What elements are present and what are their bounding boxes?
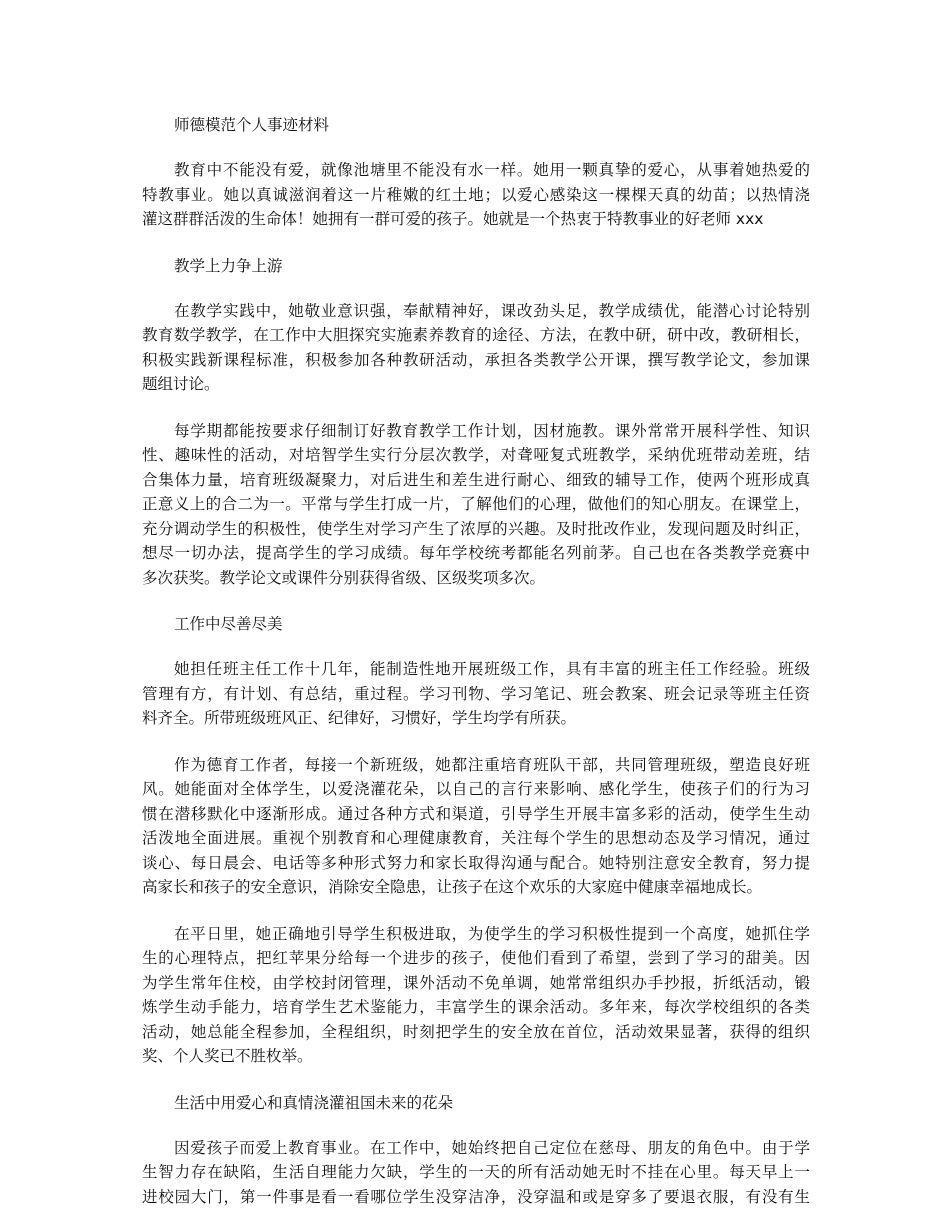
- text-line: 高家长和孩子的安全意识，消除安全隐患，让孩子在这个欢乐的大家庭中健康幸福地成长。: [142, 878, 763, 896]
- work-paragraph-3: [142, 922, 810, 1069]
- text-line: 在教学实践中，她敬业意识强，奉献精神好，课改劲头足，教学成绩优，能潜心讨论特别: [174, 301, 810, 320]
- teaching-paragraph-1: [142, 299, 810, 397]
- text-line: 题组讨论。: [142, 375, 220, 393]
- document-title: 师德模范个人事迹材料: [174, 116, 330, 134]
- text-line: 在平日里，她正确地引导学生积极进取，为使学生的学习积极性提到一个高度，她抓住学: [174, 924, 810, 943]
- text-line: 正意义上的合二为一。平常与学生打成一片，了解他们的心理，做他们的知心朋友。在课堂上，: [142, 495, 810, 513]
- text-line: 灌这群群活泼的生命体！她拥有一群可爱的孩子。她就是一个热衷于特教事业的好老师 xxx: [142, 210, 764, 228]
- text-line: 管理有方，有计划、有总结，重过程。学习刊物、学习笔记、班会教案、班会记录等班主任资: [142, 684, 810, 703]
- text-line: 奖、个人奖已不胜枚举。: [142, 1047, 313, 1065]
- text-line: 谈心、每日晨会、电话等多种形式努力和家长取得沟通与配合。她特别注意安全教育，努力提: [142, 853, 810, 872]
- text-line: 每学期都能按要求仔细制订好教育教学工作计划，因材施教。课外常常开展科学性、知识: [174, 421, 810, 440]
- text-line: 料齐全。所带班级班风正、纪律好，习惯好，学生均学有所获。: [142, 709, 577, 727]
- text-line: 进校园大门，第一件事是看一看哪位学生没穿洁净，没穿温和或是穿多了要退衣服，有没有生: [142, 1187, 810, 1206]
- text-line: 风。她能面对全体学生，以爱浇灌花朵，以自己的言行来影响、感化学生，使孩子们的行为习: [142, 780, 810, 798]
- life-paragraph-1: [142, 1136, 810, 1210]
- text-line: 她担任班主任工作十几年，能制造性地开展班级工作，具有丰富的班主任工作经验。班级: [174, 660, 810, 678]
- text-line: 生的心理特点，把红苹果分给每一个进步的孩子，使他们看到了希望，尝到了学习的甜美。因: [142, 949, 810, 967]
- text-line: 多次获奖。教学论文或课件分别获得省级、区级奖项多次。: [142, 568, 546, 587]
- section-heading-teaching: 教学上力争上游: [174, 256, 283, 275]
- text-line: 教育数学教学，在工作中大胆探究实施素养教育的途径、方法，在教中研，研中改，教研相长，: [142, 326, 810, 344]
- section-heading-work: 工作中尽善尽美: [174, 615, 283, 633]
- work-paragraph-2: [142, 753, 810, 900]
- text-line: 生智力存在缺陷，生活自理能力欠缺，学生的一天的所有活动她无时不挂在心里。每天早上一: [142, 1163, 810, 1181]
- text-line: 想尽一切办法，提高学生的学习成绩。每年学校统考都能名列前茅。自己也在各类教学竞赛中: [142, 544, 810, 562]
- text-line: 特教事业。她以真诚滋润着这一片稚嫩的红土地；以爱心感染这一棵棵天真的幼苗；以热情浇: [142, 185, 810, 204]
- teaching-paragraph-2: [142, 419, 810, 591]
- text-line: 因爱孩子而爱上教育事业。在工作中，她始终把自己定位在慈母、朋友的角色中。由于学: [174, 1138, 810, 1157]
- work-paragraph-1: [142, 657, 810, 731]
- text-line: 炼学生动手能力，培育学生艺术鉴能力，丰富学生的课余活动。多年来，每次学校组织的各类: [142, 998, 810, 1016]
- text-line: 为学生常年住校，由学校封闭管理，课外活动不免单调，她常常组织办手抄报，折纸活动，锻: [142, 973, 810, 992]
- text-line: 活泼地全面进展。重视个别教育和心理健康教育，关注每个学生的思想动态及学习情况，通过: [142, 829, 810, 847]
- text-line: 惯在潜移默化中逐渐形成。通过各种方式和渠道，引导学生开展丰富多彩的活动，使学生生动: [142, 804, 810, 823]
- text-line: 合集体力量，培育班级凝聚力，对后进生和差生进行耐心、细致的辅导工作，使两个班形成真: [142, 470, 810, 489]
- text-line: 作为德育工作者，每接一个新班级，她都注重培育班队干部，共同管理班级，塑造良好班: [174, 755, 810, 774]
- text-line: 充分调动学生的积极性，使学生对学习产生了浓厚的兴趣。及时批改作业，发现问题及时纠正，: [142, 519, 810, 538]
- section-heading-life: 生活中用爱心和真情浇灌祖国未来的花朵: [174, 1093, 454, 1112]
- text-line: 教育中不能没有爱，就像池塘里不能没有水一样。她用一颗真挚的爱心，从事着她热爱的: [174, 161, 810, 179]
- text-line: 积极实践新课程标准，积极参加各种教研活动，承担各类教学公开课，撰写教学论文，参加课: [142, 350, 810, 369]
- text-line: 活动，她总能全程参加，全程组织，时刻把学生的安全放在首位，活动效果显著，获得的组织: [142, 1022, 810, 1041]
- text-line: 性、趣味性的活动，对培智学生实行分层次教学，对聋哑复式班教学，采纳优班带动差班，结: [142, 446, 810, 464]
- intro-paragraph: [142, 158, 810, 232]
